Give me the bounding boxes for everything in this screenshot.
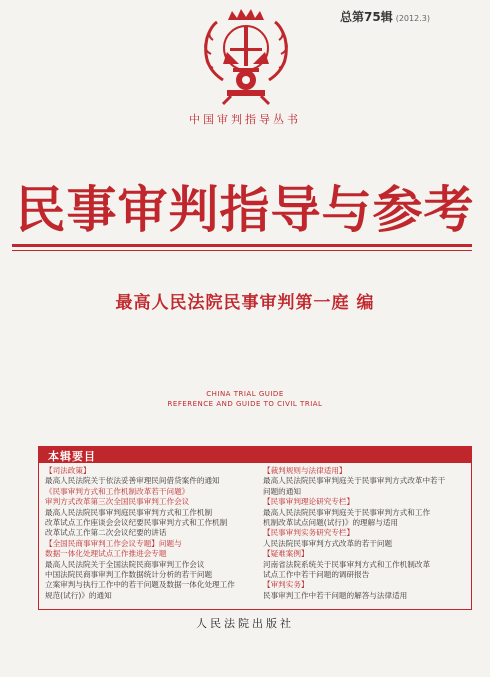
contents-item: 最高人民法院关于全国法院民商事审判工作会议 (45, 559, 205, 569)
title-rule (12, 244, 472, 247)
contents-item: 民事审判工作中若干问题的解答与法律适用 (263, 590, 408, 600)
contents-item: 【审判实务】 (263, 580, 309, 590)
editor-line: 最高人民法院民事审判第一庭 编 (115, 293, 375, 313)
issue-number: 总第75辑 (2012.3) (340, 10, 430, 24)
contents-item: 问题的通知 (263, 486, 301, 496)
contents-item: 规范(试行)》的通知 (45, 590, 112, 600)
contents-item: 人民法院民事审判方式改革的若干问题 (263, 538, 393, 548)
contents-heading: 本辑要目 (48, 450, 96, 463)
contents-item: 【全国民商事审判工作会议专题】问题与 (45, 538, 182, 548)
contents-item: 改革试点工作第二次会议纪要的讲话 (45, 528, 167, 538)
contents-item: 《民事审判方式和工作机制改革若干问题》 (45, 486, 190, 496)
contents-item: 立案审判与执行工作中的若干问题及数据一体化处理工作 (45, 580, 235, 590)
cover-title: 民事审判指导与参考 (15, 180, 475, 239)
contents-right-column (263, 466, 467, 601)
contents-box (38, 446, 472, 610)
contents-item: 机制改革试点问题(试行)》的理解与适用 (263, 517, 399, 527)
court-emblem-icon (183, 8, 309, 106)
english-title-line2: REFERENCE AND GUIDE TO CIVIL TRIAL (167, 400, 323, 408)
contents-item: 【民事审判实务研究专栏】 (263, 528, 355, 538)
contents-header (39, 447, 471, 463)
contents-item: 最高人民法院民事审判庭关于民事审判方式改革中若干 (263, 476, 446, 486)
english-title-line1: CHINA TRIAL GUIDE (206, 390, 284, 398)
contents-item: 最高人民法院民事审判庭关于民事审判方式和工作 (263, 507, 431, 517)
contents-item: 试点工作中若干问题的调研报告 (263, 569, 370, 579)
contents-item: 审判方式改革第三次全国民事审判工作会议 (45, 497, 190, 507)
contents-item: 【疑难案例】 (263, 549, 309, 559)
contents-item: 中国法院民商事审判工作数据统计分析的若干问题 (45, 569, 213, 579)
issue-year: (2012.3) (395, 14, 430, 23)
title-rule-thin (12, 250, 472, 251)
contents-item: 数据一体化处理试点工作推进会专题 (45, 549, 167, 559)
contents-item: 最高人民法院民事审判庭民事审判方式和工作机制 (45, 507, 213, 517)
contents-item: 改革试点工作座谈会会议纪要民事审判方式和工作机制 (45, 517, 228, 527)
contents-item: 河南省法院系统关于民事审判方式和工作机制改革 (263, 559, 431, 569)
contents-item: 【裁判规则与法律适用】 (263, 466, 347, 475)
contents-item: 【司法政策】 (45, 466, 91, 475)
contents-item: 【民事审判理论研究专栏】 (263, 497, 355, 507)
publisher-name: 人民法院出版社 (196, 617, 294, 630)
contents-item: 最高人民法院关于依法妥善审理民间借贷案件的通知 (45, 476, 220, 486)
series-name: 中国审判指导丛书 (189, 113, 301, 126)
contents-left-column (45, 466, 263, 601)
